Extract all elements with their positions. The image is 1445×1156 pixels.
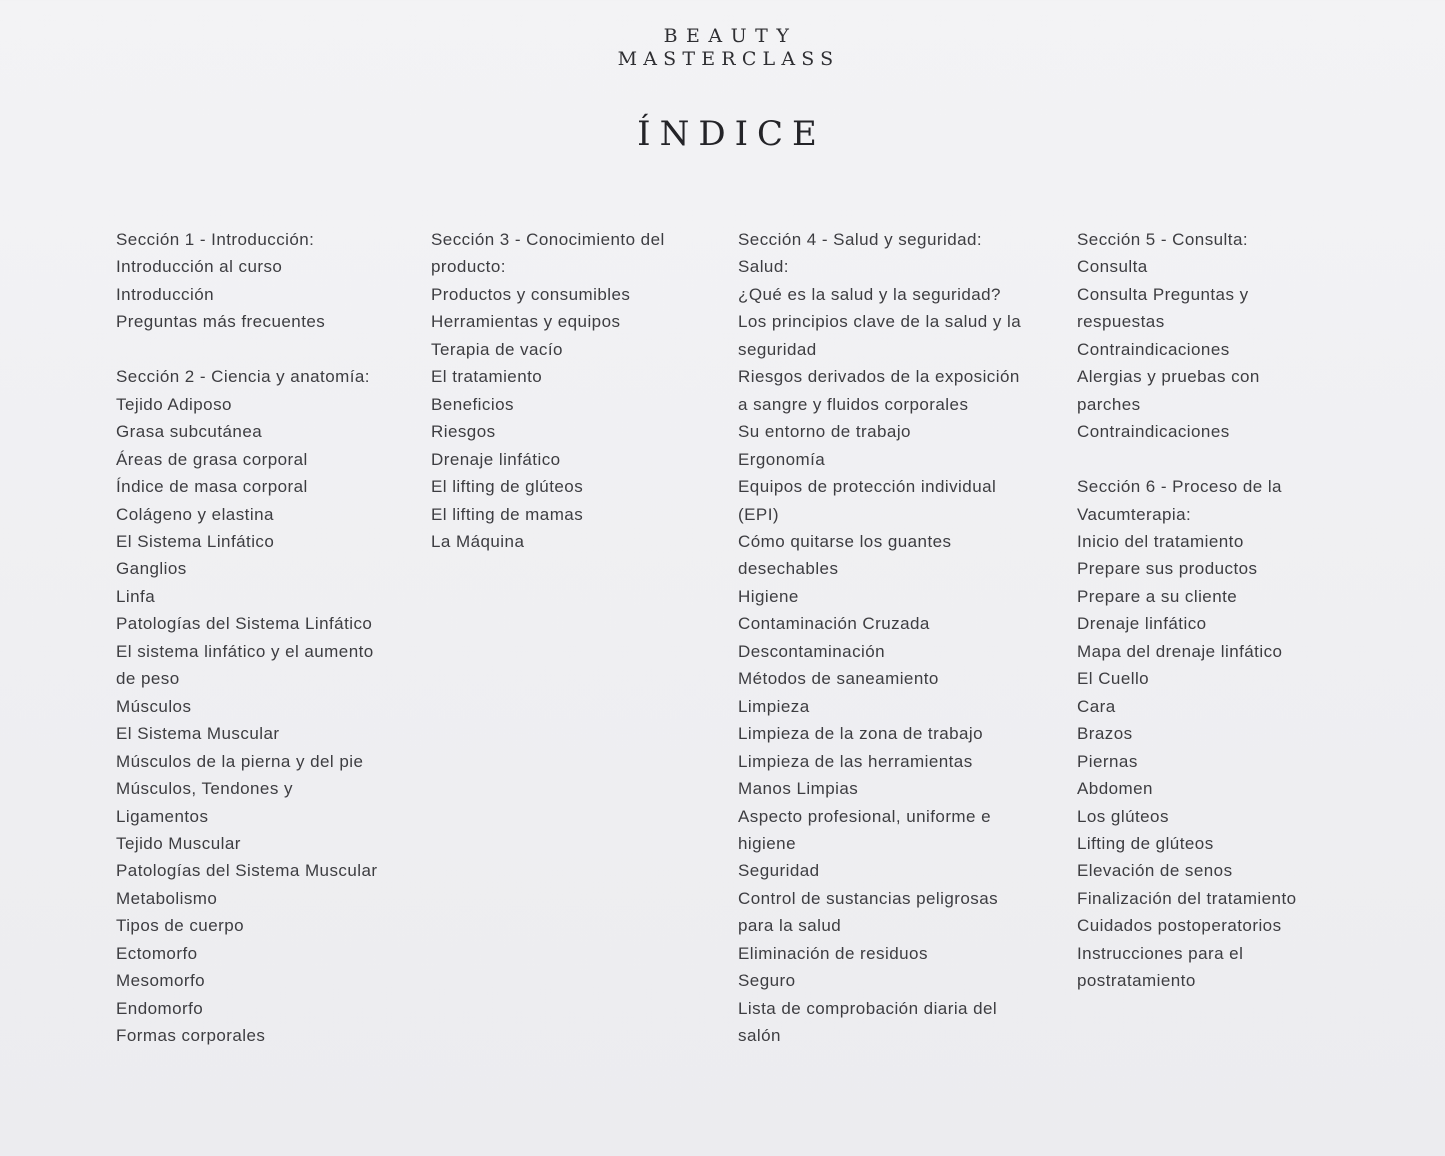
index-entry: ¿Qué es la salud y la seguridad? (738, 284, 1001, 304)
index-entry: Finalización del tratamiento (1077, 888, 1297, 908)
index-entry: Ectomorfo (116, 943, 198, 963)
index-entry: Mesomorfo (116, 971, 206, 991)
index-entry: seguridad (738, 339, 817, 359)
index-entry: de peso (116, 669, 180, 689)
index-entry: Músculos, Tendones y (116, 779, 293, 799)
index-entry: Seguridad (738, 861, 820, 881)
index-entry: Introducción al curso (116, 257, 283, 277)
index-entry: Cara (1077, 696, 1116, 716)
index-entry: Limpieza de las herramientas (738, 751, 973, 771)
index-entry: Descontaminación (738, 641, 886, 661)
index-entry: El Sistema Linfático (116, 531, 275, 551)
index-entry: respuestas (1077, 312, 1165, 332)
index-entry: higiene (738, 833, 796, 853)
index-entry: Terapia de vacío (431, 339, 563, 359)
index-entry: Piernas (1077, 751, 1138, 771)
index-entry: Lista de comprobación diaria del (738, 998, 998, 1018)
index-entry: Eliminación de residuos (738, 943, 928, 963)
index-entry: Contraindicaciones (1077, 422, 1230, 442)
index-entry: El tratamiento (431, 367, 543, 387)
section-heading: Sección 4 - Salud y seguridad: (738, 230, 983, 249)
index-entry: Control de sustancias peligrosas (738, 888, 999, 908)
index-entry: Drenaje linfático (431, 449, 561, 469)
index-entry: Introducción (116, 284, 215, 304)
index-entry: para la salud (738, 916, 842, 936)
index-entry: Índice de masa corporal (116, 477, 308, 497)
index-entry: Instrucciones para el (1077, 943, 1244, 963)
index-entry: Alergias y pruebas con (1077, 367, 1260, 387)
index-entry: Seguro (738, 971, 796, 991)
index-entry: Abdomen (1077, 779, 1153, 799)
index-entry: Cómo quitarse los guantes (738, 531, 952, 551)
index-entry: Inicio del tratamiento (1077, 531, 1244, 551)
index-entry: desechables (738, 559, 839, 579)
index-entry: Patologías del Sistema Linfático (116, 614, 373, 634)
index-column-3 (738, 226, 1021, 1050)
index-entry: El sistema linfático y el aumento (116, 641, 374, 661)
index-entry: Ganglios (116, 559, 187, 579)
index-entry: Manos Limpias (738, 779, 859, 799)
section-heading: Sección 1 - Introducción: (116, 230, 315, 249)
index-entry: Metabolismo (116, 888, 218, 908)
brand-name-line2: MASTERCLASS (617, 48, 840, 70)
index-entry: Ergonomía (738, 449, 826, 469)
section-heading: Sección 5 - Consulta: (1077, 230, 1249, 249)
index-entry: Ligamentos (116, 806, 209, 826)
index-entry: Vacumterapia: (1077, 504, 1192, 524)
index-entry: Lifting de glúteos (1077, 833, 1214, 853)
index-entry: Tejido Muscular (116, 833, 241, 853)
index-entry: Los glúteos (1077, 806, 1169, 826)
index-entry: Áreas de grasa corporal (116, 449, 308, 469)
index-entry: Consulta (1077, 257, 1148, 277)
index-entry: Consulta Preguntas y (1077, 284, 1249, 304)
index-entry: Drenaje linfático (1077, 614, 1207, 634)
index-entry: Brazos (1077, 724, 1133, 744)
index-column-1 (116, 226, 378, 1050)
index-entry: Grasa subcutánea (116, 422, 263, 442)
index-entry: Limpieza de la zona de trabajo (738, 724, 984, 744)
index-entry: Cuidados postoperatorios (1077, 916, 1282, 936)
index-entry: Productos y consumibles (431, 284, 631, 304)
index-entry: Aspecto profesional, uniforme e (738, 806, 992, 826)
index-entry: Prepare a su cliente (1077, 586, 1238, 606)
index-entry: El lifting de mamas (431, 504, 584, 524)
index-entry: salón (738, 1026, 781, 1046)
index-entry: Riesgos derivados de la exposición (738, 367, 1020, 387)
page-title: ÍNDICE (637, 114, 826, 154)
index-entry: Tejido Adiposo (116, 394, 232, 414)
index-entry: Preguntas más frecuentes (116, 312, 326, 332)
index-entry: Su entorno de trabajo (738, 422, 911, 442)
index-entry: Colágeno y elastina (116, 504, 274, 524)
index-entry: Patologías del Sistema Muscular (116, 861, 378, 881)
section-heading: Sección 3 - Conocimiento del (431, 230, 665, 249)
section-heading: Sección 2 - Ciencia y anatomía: (116, 367, 370, 387)
brand-name-line1: BEAUTY (663, 25, 798, 47)
index-entry: Músculos de la pierna y del pie (116, 751, 364, 771)
index-entry: Contraindicaciones (1077, 339, 1230, 359)
index-entry: Los principios clave de la salud y la (738, 312, 1022, 332)
index-entry: parches (1077, 394, 1141, 414)
index-entry: Tipos de cuerpo (116, 916, 245, 936)
index-column-2 (431, 226, 665, 555)
index-entry: Músculos (116, 696, 192, 716)
index-entry: Contaminación Cruzada (738, 614, 930, 634)
index-column-4 (1077, 226, 1297, 995)
index-entry: La Máquina (431, 531, 525, 551)
index-entry: Higiene (738, 586, 799, 606)
index-entry: Linfa (116, 586, 156, 606)
index-entry: a sangre y fluidos corporales (738, 394, 969, 414)
index-entry: El Cuello (1077, 669, 1150, 689)
index-entry: Métodos de saneamiento (738, 669, 939, 689)
index-entry: Mapa del drenaje linfático (1077, 641, 1283, 661)
index-entry: Limpieza (738, 696, 810, 716)
index-entry: El Sistema Muscular (116, 724, 280, 744)
index-entry: Salud: (738, 257, 789, 277)
index-entry: Prepare sus productos (1077, 559, 1258, 579)
section-heading: Sección 6 - Proceso de la (1077, 477, 1282, 497)
index-entry: Herramientas y equipos (431, 312, 621, 332)
index-entry: Endomorfo (116, 998, 204, 1018)
index-entry: producto: (431, 257, 506, 277)
index-entry: Beneficios (431, 394, 514, 414)
index-entry: El lifting de glúteos (431, 477, 584, 497)
index-entry: Riesgos (431, 422, 496, 442)
index-entry: Formas corporales (116, 1026, 266, 1046)
index-entry: Elevación de senos (1077, 861, 1233, 881)
index-entry: postratamiento (1077, 971, 1196, 991)
section-spacer (116, 336, 378, 363)
index-entry: (EPI) (738, 504, 779, 524)
section-spacer (1077, 446, 1297, 473)
index-entry: Equipos de protección individual (738, 477, 997, 497)
